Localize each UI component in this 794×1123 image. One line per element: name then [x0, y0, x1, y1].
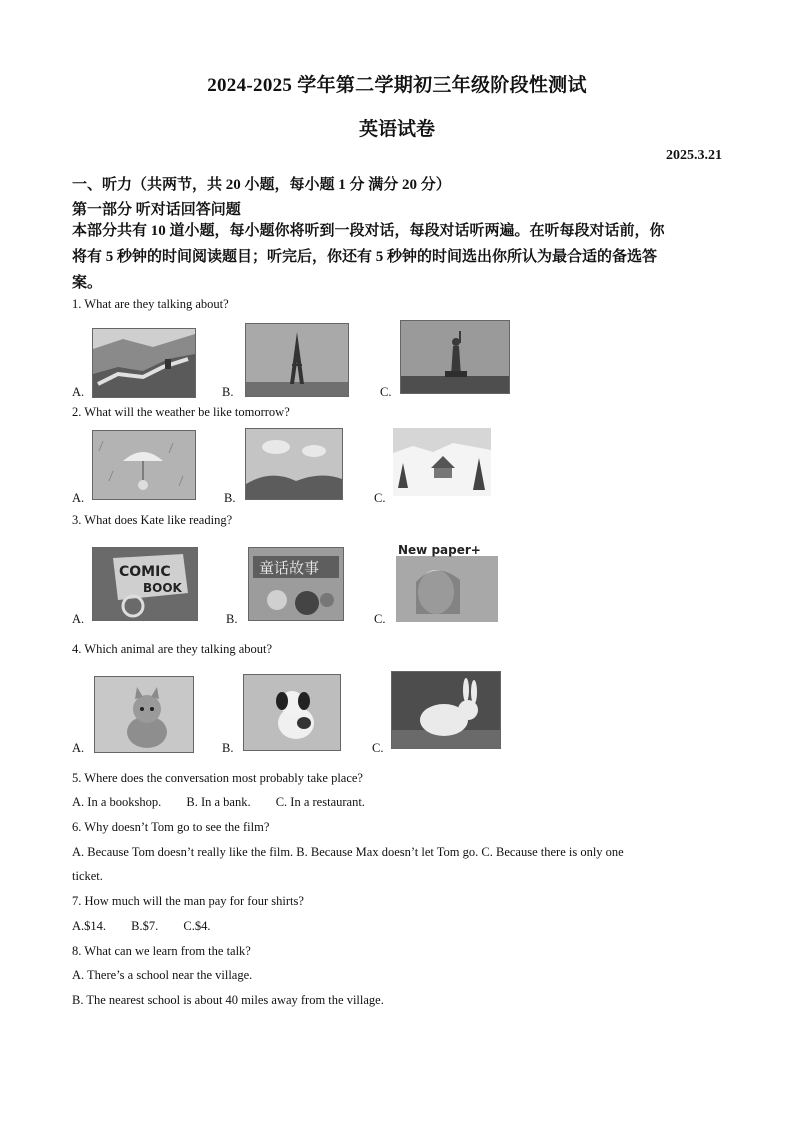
- comic-book-picture[interactable]: [92, 547, 198, 621]
- question-2: 2. What will the weather be like tomorrow?: [72, 405, 290, 419]
- q8-option-a[interactable]: A. There’s a school near the village.: [72, 968, 253, 982]
- story-book-image: [249, 548, 343, 620]
- instructions-line-1: 本部分共有 10 道小题，每小题你将听到一段对话，每段对话听两遍。在听每段对话前，你: [72, 223, 665, 239]
- question-6: 6. Why doesn’t Tom go to see the film?: [72, 820, 270, 834]
- question-5-options: [72, 790, 732, 814]
- puppy-picture[interactable]: [243, 674, 341, 751]
- rainy-picture[interactable]: [92, 430, 196, 500]
- q6-options-line-1[interactable]: A. Because Tom doesn’t really like the film. B. Because Max doesn’t let Tom go. C. Because there is only one: [72, 845, 624, 859]
- q2-option-a-label: A.: [72, 491, 85, 505]
- q1-option-b-label: B.: [222, 385, 234, 399]
- question-8: 8. What can we learn from the talk?: [72, 944, 251, 958]
- book-text: BOOK: [143, 581, 182, 595]
- sunny-landscape-image: [246, 429, 342, 499]
- q2-option-b-label: B.: [224, 491, 236, 505]
- q2-option-c-label: C.: [374, 491, 386, 505]
- rain-umbrella-image: [93, 431, 195, 499]
- statue-of-liberty-image: [401, 321, 509, 393]
- question-1: 1. What are they talking about?: [72, 297, 229, 311]
- q7-option-a[interactable]: A.$14.: [72, 919, 107, 933]
- q4-option-c-label: C.: [372, 741, 384, 755]
- comic-book-image: [93, 548, 197, 620]
- q3-option-a-label: A.: [72, 612, 85, 626]
- rabbit-picture[interactable]: [391, 671, 501, 749]
- newspaper-image: [396, 542, 498, 622]
- q6-options-line-2[interactable]: ticket.: [72, 869, 103, 883]
- q3-option-c-label: C.: [374, 612, 386, 626]
- eiffel-tower-image: [246, 324, 348, 396]
- q5-option-b[interactable]: B. In a bank.: [186, 795, 251, 809]
- question-7: 7. How much will the man pay for four shirts?: [72, 894, 304, 908]
- exam-title: 2024-2025 学年第二学期初三年级阶段性测试: [207, 75, 587, 96]
- story-title-text: 童话故事: [259, 559, 320, 577]
- q4-option-a-label: A.: [72, 741, 85, 755]
- comic-text: COMIC: [119, 564, 171, 580]
- great-wall-image: [93, 329, 195, 397]
- instructions-line-3: 案。: [72, 275, 103, 291]
- newspaper-picture[interactable]: [396, 542, 498, 622]
- question-5: 5. Where does the conversation most probably take place?: [72, 771, 363, 785]
- newspaper-title-text: New paper+: [398, 543, 481, 557]
- q5-option-a[interactable]: A. In a bookshop.: [72, 795, 162, 809]
- q8-option-b[interactable]: B. The nearest school is about 40 miles away from the village.: [72, 993, 384, 1007]
- q4-option-b-label: B.: [222, 741, 234, 755]
- statue-of-liberty-picture[interactable]: [400, 320, 510, 394]
- eiffel-tower-picture[interactable]: [245, 323, 349, 397]
- q3-option-b-label: B.: [226, 612, 238, 626]
- story-book-picture[interactable]: [248, 547, 344, 621]
- kitten-picture[interactable]: [94, 676, 194, 753]
- question-4: 4. Which animal are they talking about?: [72, 642, 273, 656]
- great-wall-picture[interactable]: [92, 328, 196, 398]
- rabbit-image: [392, 672, 500, 748]
- q7-option-b[interactable]: B.$7.: [131, 919, 159, 933]
- exam-subtitle: 英语试卷: [358, 119, 435, 140]
- instructions-line-2: 将有 5 秒钟的时间阅读题目；听完后，你还有 5 秒钟的时间选出你所认为最合适的备选答: [72, 249, 658, 265]
- section-heading: 一、听力（共两节，共 20 小题，每小题 1 分 满分 20 分）: [72, 177, 451, 193]
- q7-option-c[interactable]: C.$4.: [183, 919, 211, 933]
- part-heading: 第一部分 听对话回答问题: [72, 202, 241, 218]
- snowy-village-image: [393, 428, 491, 496]
- q1-option-c-label: C.: [380, 385, 392, 399]
- instructions: [72, 218, 724, 296]
- kitten-image: [95, 677, 193, 752]
- exam-date: 2025.3.21: [666, 148, 722, 163]
- question-3: 3. What does Kate like reading?: [72, 513, 233, 527]
- q1-option-a-label: A.: [72, 385, 85, 399]
- question-7-options: [72, 914, 732, 938]
- q5-option-c[interactable]: C. In a restaurant.: [275, 795, 365, 809]
- sunny-picture[interactable]: [245, 428, 343, 500]
- puppy-image: [244, 675, 340, 750]
- snowy-picture[interactable]: [393, 428, 491, 496]
